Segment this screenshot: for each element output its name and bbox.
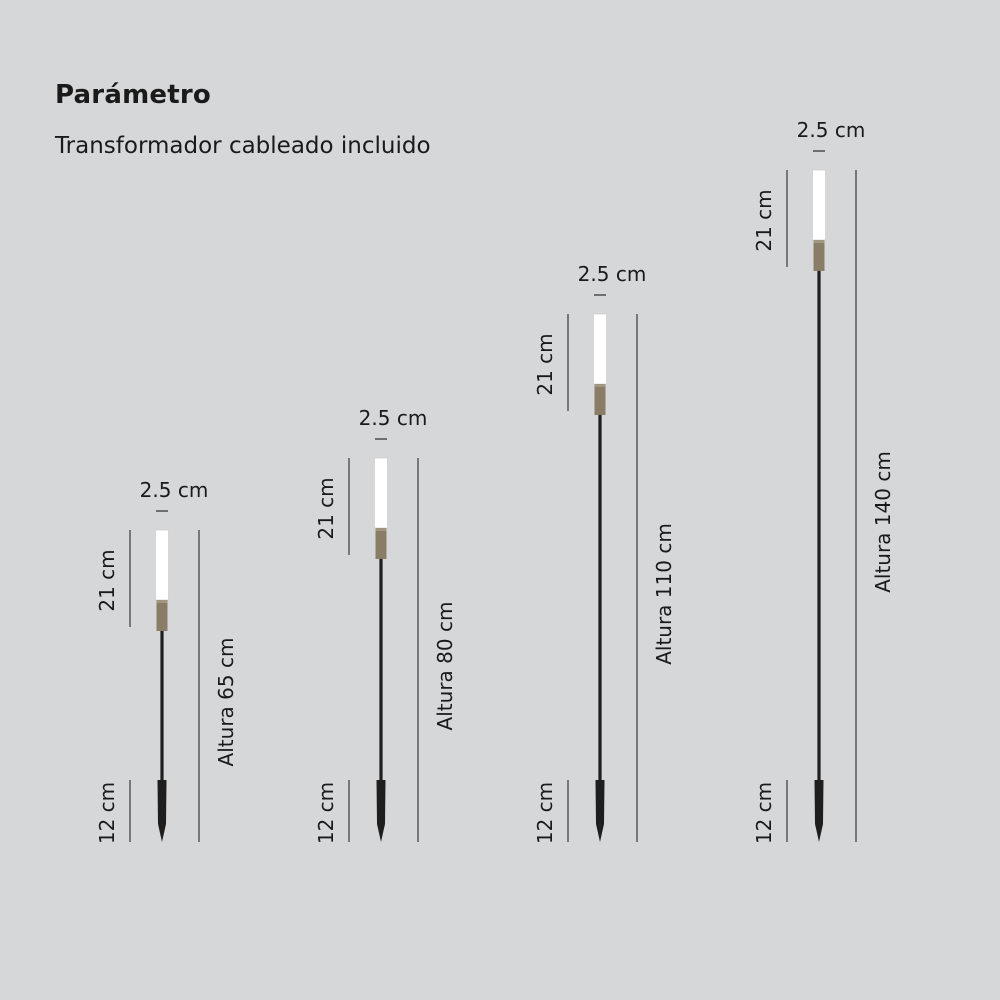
lamp-140-height-label: Altura 140 cm bbox=[871, 451, 895, 593]
lamp-80-head-label: 21 cm bbox=[314, 477, 338, 540]
lamp-140-diffuser bbox=[813, 170, 826, 240]
lamp-80-height-label: Altura 80 cm bbox=[433, 601, 457, 731]
lamp-140-collar bbox=[814, 240, 825, 271]
lamp-65-height-label: Altura 65 cm bbox=[214, 637, 238, 767]
lamp-110-collar bbox=[595, 384, 606, 415]
lamp-65-spike-label: 12 cm bbox=[95, 781, 119, 845]
lamp-80-diffuser bbox=[375, 458, 388, 528]
lamp-65-diffuser bbox=[156, 530, 169, 600]
lamp-65-width-label: 2.5 cm bbox=[139, 478, 209, 502]
lamp-80-width-label: 2.5 cm bbox=[358, 406, 428, 430]
lamp-110-head-label: 21 cm bbox=[533, 333, 557, 396]
lamp-140-spike-label: 12 cm bbox=[752, 781, 776, 845]
lamp-110-width-label: 2.5 cm bbox=[577, 262, 647, 286]
lamp-65-head-label: 21 cm bbox=[95, 549, 119, 612]
lamp-65-spike bbox=[158, 780, 167, 842]
lamp-140-spike bbox=[815, 780, 824, 842]
lamp-110-spike-label: 12 cm bbox=[533, 781, 557, 845]
lamp-80-spike bbox=[377, 780, 386, 842]
page-title: Parámetro bbox=[55, 80, 211, 110]
lamp-110-diffuser bbox=[594, 314, 607, 384]
lamp-140-width-label: 2.5 cm bbox=[796, 118, 866, 142]
lamp-140-head-label: 21 cm bbox=[752, 189, 776, 252]
page-subtitle: Transformador cableado incluido bbox=[55, 133, 431, 159]
lamp-65-collar bbox=[157, 600, 168, 631]
lamp-80-collar bbox=[376, 528, 387, 559]
lamp-80-spike-label: 12 cm bbox=[314, 781, 338, 845]
lamp-110-spike bbox=[596, 780, 605, 842]
lamp-110-height-label: Altura 110 cm bbox=[652, 523, 676, 665]
